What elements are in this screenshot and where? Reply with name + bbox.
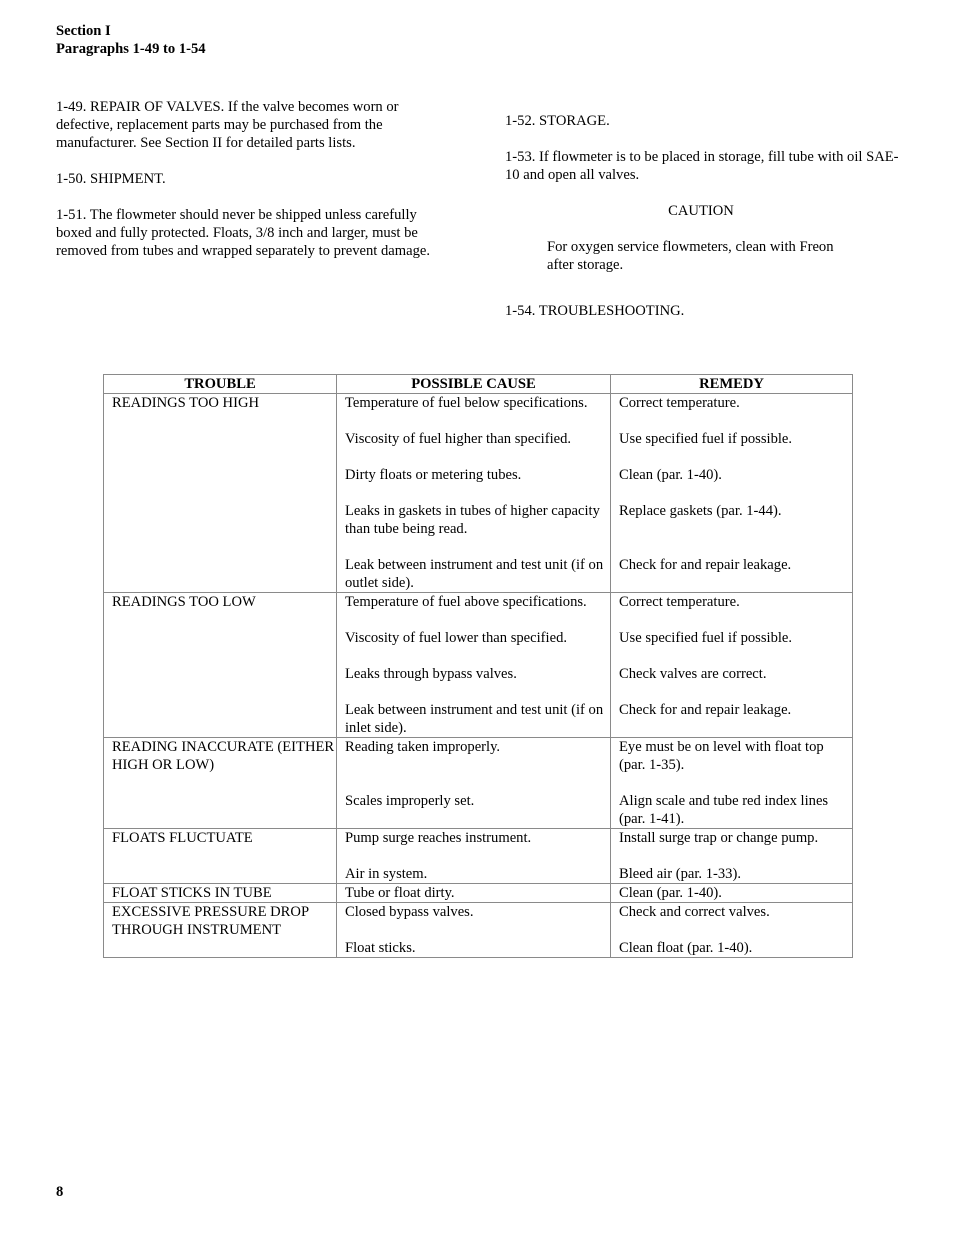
table-row xyxy=(104,394,853,593)
trouble-cell: READINGS TOO HIGH xyxy=(104,394,337,593)
remedy-cell xyxy=(611,394,853,593)
page-number: 8 xyxy=(56,1184,64,1200)
paragraph-1-53: 1-53. If flowmeter is to be placed in storage, fill tube with oil SAE-10 and open all valves. xyxy=(505,149,899,183)
remedy-cell xyxy=(611,593,853,738)
table-header-row xyxy=(104,375,853,394)
cause-text: Leaks in gaskets in tubes of higher capacity than tube being read. xyxy=(345,503,600,537)
cause-text: Dirty floats or metering tubes. xyxy=(345,467,522,483)
remedy-cell xyxy=(611,884,853,903)
cause-cell xyxy=(337,884,611,903)
paragraph-1-54: 1-54. TROUBLESHOOTING. xyxy=(505,303,685,319)
remedy-text: Bleed air (par. 1-33). xyxy=(619,866,741,882)
table-row xyxy=(104,903,853,958)
cause-text: Float sticks. xyxy=(345,940,416,956)
remedy-text: Use specified fuel if possible. xyxy=(619,630,793,646)
cause-cell xyxy=(337,394,611,593)
table-row xyxy=(104,738,853,829)
cause-text: Scales improperly set. xyxy=(345,793,475,809)
paragraph-range: Paragraphs 1-49 to 1-54 xyxy=(56,41,206,57)
trouble-cell: READINGS TOO LOW xyxy=(104,593,337,738)
page-header xyxy=(56,22,206,58)
cause-text: Leaks through bypass valves. xyxy=(345,666,517,682)
paragraph-1-50: 1-50. SHIPMENT. xyxy=(56,171,166,187)
trouble-cell: FLOAT STICKS IN TUBE xyxy=(104,884,337,903)
remedy-text: Check for and repair leakage. xyxy=(619,557,792,573)
paragraph-1-49: 1-49. REPAIR OF VALVES. If the valve becomes worn or defective, replacement parts may be purchased from the manufacturer. See Section II for detailed parts lists. xyxy=(56,99,399,151)
cause-text: Air in system. xyxy=(345,866,428,882)
remedy-cell xyxy=(611,829,853,884)
cause-text: Leak between instrument and test unit (if on outlet side). xyxy=(345,557,604,591)
remedy-cell xyxy=(611,738,853,829)
cause-text: Leak between instrument and test unit (if on inlet side). xyxy=(345,702,604,736)
trouble-cell: FLOATS FLUCTUATE xyxy=(104,829,337,884)
table-row xyxy=(104,593,853,738)
remedy-text: Correct temperature. xyxy=(619,594,740,610)
cause-cell xyxy=(337,593,611,738)
table-row xyxy=(104,829,853,884)
cause-cell xyxy=(337,903,611,958)
table-body xyxy=(104,394,853,958)
trouble-cell: READING INACCURATE (EITHER HIGH OR LOW) xyxy=(104,738,337,829)
cause-text: Tube or float dirty. xyxy=(345,885,455,901)
remedy-text: Check for and repair leakage. xyxy=(619,702,792,718)
cause-text: Temperature of fuel above specifications. xyxy=(345,594,587,610)
table-row xyxy=(104,884,853,903)
trouble-cell: EXCESSIVE PRESSURE DROP THROUGH INSTRUMENT xyxy=(104,903,337,958)
caution-title: CAUTION xyxy=(668,203,734,219)
paragraph-1-52: 1-52. STORAGE. xyxy=(505,113,610,129)
remedy-text: Check valves are correct. xyxy=(619,666,767,682)
cause-cell xyxy=(337,738,611,829)
right-column xyxy=(505,112,905,338)
caution-text: For oxygen service flowmeters, clean with Freon after storage. xyxy=(547,239,834,273)
left-column xyxy=(56,98,456,278)
cause-text: Viscosity of fuel higher than specified. xyxy=(345,431,572,447)
cause-text: Closed bypass valves. xyxy=(345,904,474,920)
remedy-cell xyxy=(611,903,853,958)
remedy-text: Use specified fuel if possible. xyxy=(619,431,793,447)
remedy-text: Correct temperature. xyxy=(619,395,740,411)
cause-text: Reading taken improperly. xyxy=(345,739,501,755)
header-possible-cause: POSSIBLE CAUSE xyxy=(337,375,611,394)
remedy-text: Install surge trap or change pump. xyxy=(619,830,819,846)
remedy-text: Clean (par. 1-40). xyxy=(619,885,722,901)
paragraph-1-51: 1-51. The flowmeter should never be shipped unless carefully boxed and fully protected. Floats, 3/8 inch and larger, must be removed from tubes and wrapped separately to prevent damage. xyxy=(56,207,431,259)
remedy-text: Clean float (par. 1-40). xyxy=(619,940,753,956)
cause-text: Viscosity of fuel lower than specified. xyxy=(345,630,568,646)
remedy-text: Clean (par. 1-40). xyxy=(619,467,722,483)
troubleshooting-table xyxy=(103,374,853,958)
remedy-text: Align scale and tube red index lines (par. 1-41). xyxy=(619,793,829,827)
section-label: Section I xyxy=(56,23,111,39)
remedy-text: Eye must be on level with float top (par. 1-35). xyxy=(619,739,824,773)
cause-cell xyxy=(337,829,611,884)
header-remedy: REMEDY xyxy=(611,375,853,394)
cause-text: Pump surge reaches instrument. xyxy=(345,830,532,846)
remedy-text: Replace gaskets (par. 1-44). xyxy=(619,503,782,519)
remedy-text: Check and correct valves. xyxy=(619,904,770,920)
cause-text: Temperature of fuel below specifications. xyxy=(345,395,588,411)
header-trouble: TROUBLE xyxy=(104,375,337,394)
